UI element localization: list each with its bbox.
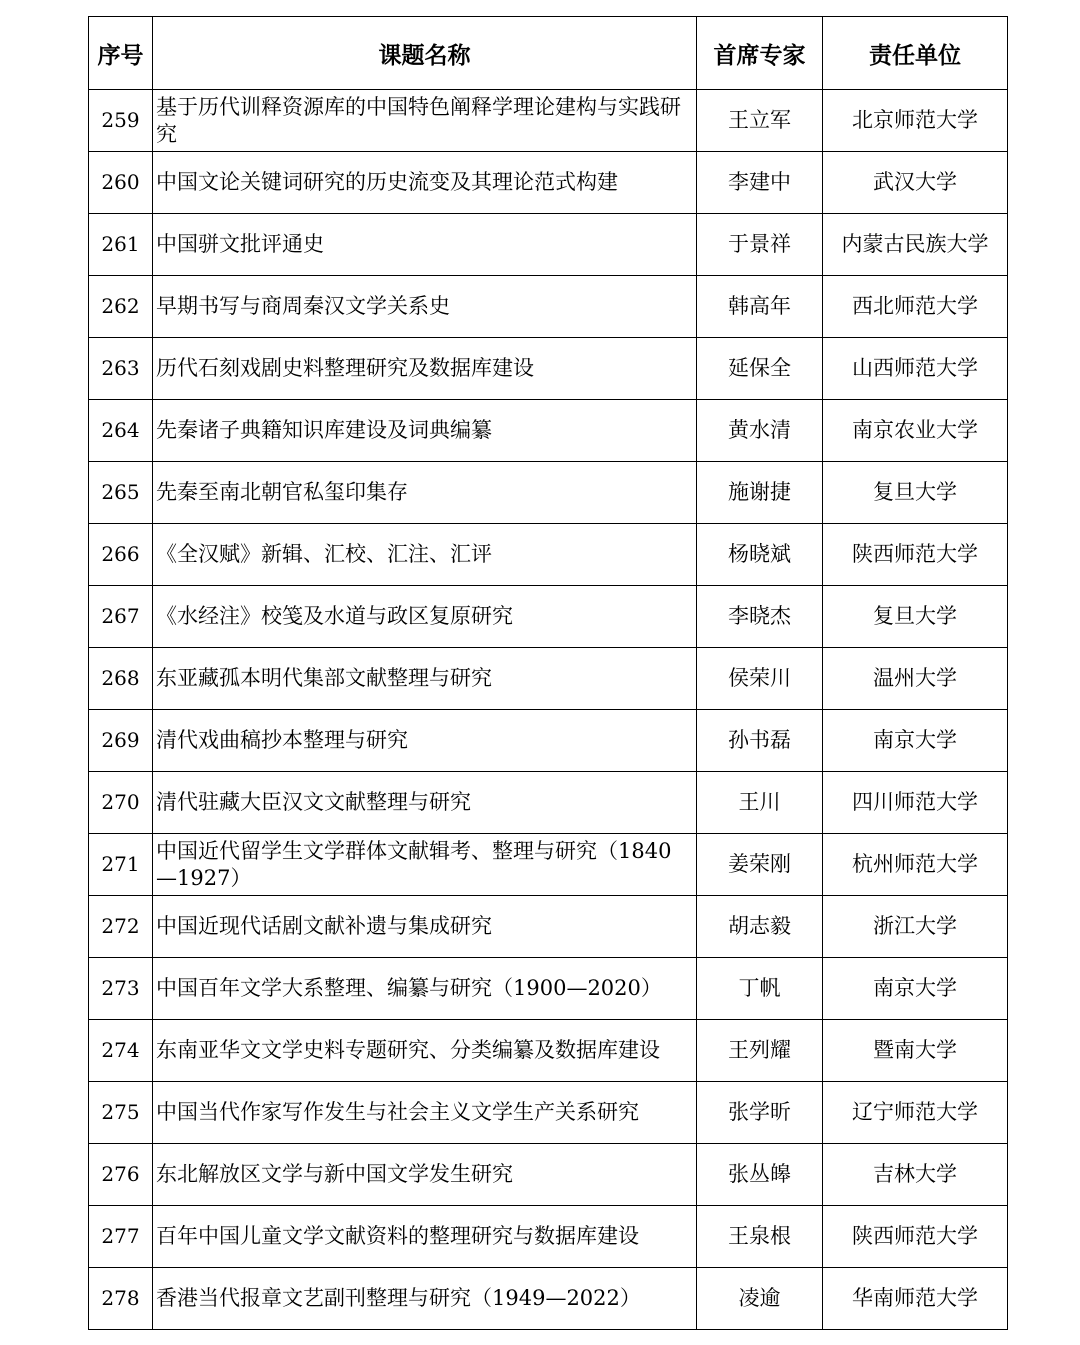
table-row bbox=[89, 1144, 1008, 1206]
table-row bbox=[89, 896, 1008, 958]
table-row bbox=[89, 462, 1008, 524]
table-row bbox=[89, 586, 1008, 648]
responsible-unit: 陕西师范大学 bbox=[823, 524, 1008, 586]
row-number: 267 bbox=[89, 586, 153, 648]
responsible-unit: 吉林大学 bbox=[823, 1144, 1008, 1206]
responsible-unit: 武汉大学 bbox=[823, 152, 1008, 214]
table-row bbox=[89, 90, 1008, 152]
chief-expert: 韩高年 bbox=[697, 276, 823, 338]
project-title: 中国近代留学生文学群体文献辑考、整理与研究（1840—1927） bbox=[153, 834, 697, 896]
responsible-unit: 杭州师范大学 bbox=[823, 834, 1008, 896]
header-no: 序号 bbox=[89, 17, 153, 90]
header-expert: 首席专家 bbox=[697, 17, 823, 90]
chief-expert: 施谢捷 bbox=[697, 462, 823, 524]
chief-expert: 凌逾 bbox=[697, 1268, 823, 1330]
responsible-unit: 复旦大学 bbox=[823, 586, 1008, 648]
table-row bbox=[89, 400, 1008, 462]
project-title: 东亚藏孤本明代集部文献整理与研究 bbox=[153, 648, 697, 710]
table-header bbox=[89, 17, 1008, 90]
project-title: 《水经注》校笺及水道与政区复原研究 bbox=[153, 586, 697, 648]
table-body bbox=[89, 90, 1008, 1330]
table-row bbox=[89, 1020, 1008, 1082]
chief-expert: 黄水清 bbox=[697, 400, 823, 462]
project-title: 东北解放区文学与新中国文学发生研究 bbox=[153, 1144, 697, 1206]
responsible-unit: 复旦大学 bbox=[823, 462, 1008, 524]
chief-expert: 张丛皞 bbox=[697, 1144, 823, 1206]
responsible-unit: 西北师范大学 bbox=[823, 276, 1008, 338]
project-title: 历代石刻戏剧史料整理研究及数据库建设 bbox=[153, 338, 697, 400]
chief-expert: 张学昕 bbox=[697, 1082, 823, 1144]
table-row bbox=[89, 710, 1008, 772]
project-table bbox=[88, 16, 1008, 1330]
responsible-unit: 暨南大学 bbox=[823, 1020, 1008, 1082]
row-number: 264 bbox=[89, 400, 153, 462]
row-number: 270 bbox=[89, 772, 153, 834]
row-number: 263 bbox=[89, 338, 153, 400]
chief-expert: 李晓杰 bbox=[697, 586, 823, 648]
project-title: 东南亚华文文学史料专题研究、分类编纂及数据库建设 bbox=[153, 1020, 697, 1082]
project-title: 早期书写与商周秦汉文学关系史 bbox=[153, 276, 697, 338]
table-row bbox=[89, 338, 1008, 400]
responsible-unit: 四川师范大学 bbox=[823, 772, 1008, 834]
table-row bbox=[89, 1206, 1008, 1268]
chief-expert: 丁帆 bbox=[697, 958, 823, 1020]
responsible-unit: 南京大学 bbox=[823, 958, 1008, 1020]
project-title: 中国当代作家写作发生与社会主义文学生产关系研究 bbox=[153, 1082, 697, 1144]
row-number: 261 bbox=[89, 214, 153, 276]
chief-expert: 于景祥 bbox=[697, 214, 823, 276]
row-number: 269 bbox=[89, 710, 153, 772]
responsible-unit: 温州大学 bbox=[823, 648, 1008, 710]
row-number: 268 bbox=[89, 648, 153, 710]
row-number: 271 bbox=[89, 834, 153, 896]
project-title: 中国近现代话剧文献补遗与集成研究 bbox=[153, 896, 697, 958]
table-row bbox=[89, 834, 1008, 896]
table-row bbox=[89, 1082, 1008, 1144]
chief-expert: 王川 bbox=[697, 772, 823, 834]
table-row bbox=[89, 276, 1008, 338]
row-number: 276 bbox=[89, 1144, 153, 1206]
chief-expert: 姜荣刚 bbox=[697, 834, 823, 896]
chief-expert: 杨晓斌 bbox=[697, 524, 823, 586]
chief-expert: 王泉根 bbox=[697, 1206, 823, 1268]
row-number: 265 bbox=[89, 462, 153, 524]
responsible-unit: 南京大学 bbox=[823, 710, 1008, 772]
chief-expert: 侯荣川 bbox=[697, 648, 823, 710]
row-number: 259 bbox=[89, 90, 153, 152]
project-title: 中国百年文学大系整理、编纂与研究（1900—2020） bbox=[153, 958, 697, 1020]
row-number: 262 bbox=[89, 276, 153, 338]
project-title: 百年中国儿童文学文献资料的整理研究与数据库建设 bbox=[153, 1206, 697, 1268]
project-title: 《全汉赋》新辑、汇校、汇注、汇评 bbox=[153, 524, 697, 586]
table-row bbox=[89, 958, 1008, 1020]
table-row bbox=[89, 1268, 1008, 1330]
row-number: 277 bbox=[89, 1206, 153, 1268]
responsible-unit: 山西师范大学 bbox=[823, 338, 1008, 400]
table-row bbox=[89, 152, 1008, 214]
table-row bbox=[89, 772, 1008, 834]
chief-expert: 胡志毅 bbox=[697, 896, 823, 958]
project-title: 香港当代报章文艺副刊整理与研究（1949—2022） bbox=[153, 1268, 697, 1330]
row-number: 260 bbox=[89, 152, 153, 214]
header-title: 课题名称 bbox=[153, 17, 697, 90]
chief-expert: 王列耀 bbox=[697, 1020, 823, 1082]
project-title: 中国文论关键词研究的历史流变及其理论范式构建 bbox=[153, 152, 697, 214]
responsible-unit: 华南师范大学 bbox=[823, 1268, 1008, 1330]
project-title: 基于历代训释资源库的中国特色阐释学理论建构与实践研究 bbox=[153, 90, 697, 152]
table-row bbox=[89, 524, 1008, 586]
row-number: 272 bbox=[89, 896, 153, 958]
project-title: 清代戏曲稿抄本整理与研究 bbox=[153, 710, 697, 772]
row-number: 273 bbox=[89, 958, 153, 1020]
project-title: 先秦诸子典籍知识库建设及词典编纂 bbox=[153, 400, 697, 462]
project-title: 中国骈文批评通史 bbox=[153, 214, 697, 276]
project-title: 清代驻藏大臣汉文文献整理与研究 bbox=[153, 772, 697, 834]
header-unit: 责任单位 bbox=[823, 17, 1008, 90]
responsible-unit: 内蒙古民族大学 bbox=[823, 214, 1008, 276]
table-row bbox=[89, 648, 1008, 710]
chief-expert: 李建中 bbox=[697, 152, 823, 214]
responsible-unit: 北京师范大学 bbox=[823, 90, 1008, 152]
chief-expert: 延保全 bbox=[697, 338, 823, 400]
responsible-unit: 陕西师范大学 bbox=[823, 1206, 1008, 1268]
row-number: 274 bbox=[89, 1020, 153, 1082]
responsible-unit: 南京农业大学 bbox=[823, 400, 1008, 462]
chief-expert: 王立军 bbox=[697, 90, 823, 152]
header-row bbox=[89, 17, 1008, 90]
row-number: 266 bbox=[89, 524, 153, 586]
responsible-unit: 浙江大学 bbox=[823, 896, 1008, 958]
row-number: 278 bbox=[89, 1268, 153, 1330]
table-row bbox=[89, 214, 1008, 276]
responsible-unit: 辽宁师范大学 bbox=[823, 1082, 1008, 1144]
row-number: 275 bbox=[89, 1082, 153, 1144]
project-title: 先秦至南北朝官私玺印集存 bbox=[153, 462, 697, 524]
chief-expert: 孙书磊 bbox=[697, 710, 823, 772]
